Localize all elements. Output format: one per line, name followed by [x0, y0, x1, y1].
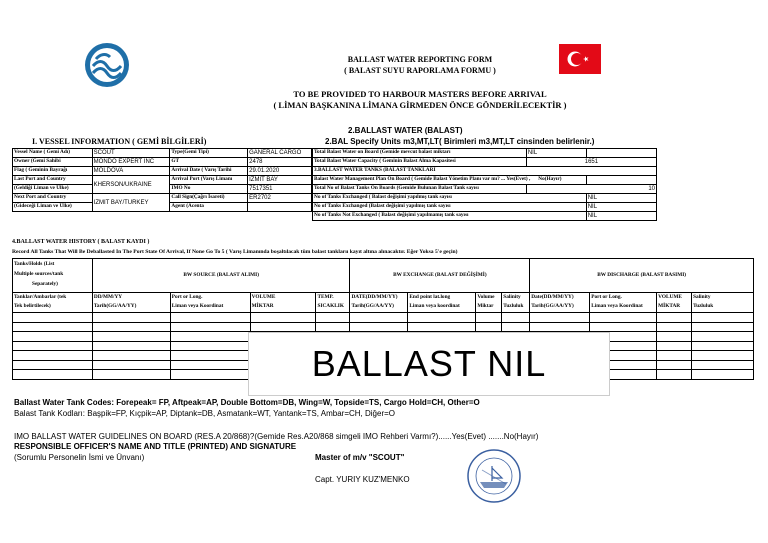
cell-label: (Gideceği Liman ve Ülke) — [13, 203, 93, 212]
table-row — [13, 313, 754, 323]
empty-cell — [657, 370, 692, 380]
col-header — [250, 293, 316, 313]
cell-label: GT — [170, 158, 248, 167]
table-row — [13, 149, 312, 158]
section2-subtitle: 2.BAL Specify Units m3,MT,LT( Birimleri m3,MT,LT cinsinden belirlenir.) — [325, 137, 595, 146]
officer-tr: (Sorumlu Personelin İsmi ve Ünvanı) — [14, 453, 145, 462]
col-header — [530, 293, 590, 313]
provide-line-tr: ( LİMAN BAŞKANINA LİMANA GİRMEDEN ÖNCE GÖNDERİLECEKTİR ) — [273, 100, 567, 110]
empty-cell — [13, 370, 93, 380]
plan-label: Balast Water Management Plan On Board ( Gemide Balast Yönetim Planı var mı? ... Yes(Evet) , — [314, 176, 531, 183]
col-header-line: Port or Long. — [171, 294, 203, 300]
table-row — [313, 212, 657, 221]
col-header-line: SICAKLIK — [317, 303, 344, 309]
empty-cell — [692, 370, 754, 380]
table-row — [313, 158, 657, 167]
cell-label: Owner (Gemi Sahibi — [13, 158, 93, 167]
cell-label: Total Balast Water on Board (Gemide mevcut balast miktarı — [313, 149, 527, 158]
empty-cell — [476, 322, 502, 332]
col-header-line: Liman veya Koordinat — [171, 303, 224, 309]
empty-cell — [590, 322, 657, 332]
empty-cell — [502, 313, 530, 323]
empty-cell — [586, 149, 656, 158]
empty-cell — [13, 360, 93, 370]
cell-label: No of Tanks Exchanged (Balast değişimi yapılmış tank sayısı — [313, 203, 587, 212]
vessel-info-table — [12, 148, 312, 212]
cell-label: Agent (Acenta — [170, 203, 248, 212]
empty-cell — [316, 313, 350, 323]
empty-cell — [692, 351, 754, 361]
empty-cell — [657, 332, 692, 342]
empty-cell — [657, 351, 692, 361]
record-line: Record All Tanks That Will Be Deballasted In The Port State Of Arrival, If None Go To 5 ( Varış Limanında boşaltılacak tüm balast tanklarıı kayıt altına alınacaktır. Eğer Yoksa 5'e geçin) — [12, 249, 458, 255]
col-header — [92, 293, 170, 313]
col-header — [502, 293, 530, 313]
tank-header-line: Tek belirtilecek) — [14, 303, 51, 309]
cell-label: No of Tanks Exchanged ( Balast değişimi yapılmış tank sayısı — [313, 194, 587, 203]
col-header-line: VOLUME — [658, 294, 682, 300]
table-row — [13, 158, 312, 167]
table-row — [313, 167, 657, 176]
cell-label: Arrival Port (Varış Limanı — [170, 176, 248, 185]
col-header — [408, 293, 476, 313]
cell-value: KHERSON/UKRAINE — [92, 176, 170, 194]
empty-cell — [170, 360, 250, 370]
form-title-tr: ( BALAST SUYU RAPORLAMA FORMU ) — [344, 66, 496, 75]
empty-cell — [657, 360, 692, 370]
col-header — [170, 293, 250, 313]
section1-title: I. VESSEL INFORMATION ( GEMİ BİLGİLERİ) — [32, 137, 207, 146]
cell-label: Total No of Balast Tanks On Boards (Gemide Bulunan Balast Tank sayısı — [313, 185, 527, 194]
cell-label — [313, 176, 587, 185]
empty-cell — [692, 322, 754, 332]
empty-cell — [13, 341, 93, 351]
cell-value: MOLDOVA — [92, 167, 170, 176]
empty-cell — [250, 313, 316, 323]
col-header-line: Volume — [477, 294, 495, 300]
empty-cell — [476, 313, 502, 323]
cell-value: IZMIT BAY/TURKEY — [92, 194, 170, 212]
empty-cell — [530, 313, 590, 323]
captain-line: Capt. YURIY KUZ'MENKO — [315, 475, 410, 484]
bw-discharge-header: BW DISCHARGE (BALAST BASIMI) — [530, 259, 754, 293]
col-header-line: Tarih(GG/AA/YY) — [93, 303, 137, 309]
col-header-line: DD/MM/YY — [93, 294, 123, 300]
imo-line: IMO BALLAST WATER GUIDELINES ON BOARD (RES.A 20/868)?(Gemide Res.A20/868 simgeli IMO Rehberi Varmı?)......Yes(Evet) .......No(Hayır) — [14, 432, 539, 441]
col-header-line: Tuzluluk — [693, 303, 714, 309]
empty-cell — [692, 332, 754, 342]
empty-cell — [692, 360, 754, 370]
tank-header-line: Tanklar/Ambarlar (tek — [14, 294, 67, 300]
empty-cell — [170, 341, 250, 351]
cell-value: NIL — [586, 203, 656, 212]
table-row — [13, 194, 312, 203]
empty-cell — [13, 332, 93, 342]
cell-value: 1651 — [526, 158, 656, 167]
bw-source-header: BW SOURCE (BALAST ALIMI) — [92, 259, 350, 293]
empty-cell — [13, 351, 93, 361]
col-header-line: Tarih(GG/AA/YY) — [351, 303, 394, 309]
empty-cell — [350, 313, 408, 323]
tank-header — [13, 259, 93, 293]
empty-cell — [170, 322, 250, 332]
col-header — [590, 293, 657, 313]
ballast-water-table — [312, 148, 657, 221]
cell-label: Vessel Name ( Gemi Adı) — [13, 149, 93, 158]
empty-cell — [408, 313, 476, 323]
empty-cell — [170, 370, 250, 380]
col-header-line: Liman veya Koordinat — [591, 303, 643, 309]
empty-cell — [692, 341, 754, 351]
codes-tr: Balast Tank Kodları: Başpik=FP, Kıçpik=AP, Diptank=DB, Asmatank=WT, Yantank=TS, Ambar=CH, Diğer=O — [14, 409, 396, 418]
col-header-line: MİKTAR — [251, 303, 274, 309]
ballast-nil-overlay: BALLAST NIL — [248, 332, 610, 396]
tanks-title: 3.BALLAST WATER TANKS (BALAST TANKLARI — [313, 167, 657, 176]
cell-value: SCOUT — [92, 149, 170, 158]
col-header-line: DATE(DD/MM/YY) — [351, 294, 398, 300]
cell-label: Last Port and Country — [13, 176, 93, 185]
col-header-line: Liman veya koordinat — [409, 303, 460, 309]
table-row — [313, 149, 657, 158]
empty-cell — [502, 322, 530, 332]
empty-cell — [170, 313, 250, 323]
cell-value: 2478 — [248, 158, 312, 167]
cell-label: Next Port and Country — [13, 194, 93, 203]
cell-value: NIL — [586, 212, 656, 221]
empty-cell — [92, 360, 170, 370]
table-row — [313, 185, 657, 194]
cell-value: 29.01.2020 — [248, 167, 312, 176]
table-row — [13, 167, 312, 176]
empty-cell — [657, 341, 692, 351]
tank-header-line: Separately) — [32, 281, 58, 287]
tank-header-line: Multiple sources/tank — [14, 271, 64, 277]
cell-label: Call Sign(Çağrı İsareti) — [170, 194, 248, 203]
col-header-line: Salinity — [503, 294, 521, 300]
cell-value: MONDO EXPERT INC — [92, 158, 170, 167]
col-header-line: End point lat.long — [409, 294, 451, 300]
col-header-line: Tuzluluk — [503, 303, 524, 309]
officer-title: RESPONSIBLE OFFICER'S NAME AND TITLE (PRINTED) AND SIGNATURE — [14, 442, 297, 451]
col-header — [692, 293, 754, 313]
col-header-line: VOLUME — [251, 294, 276, 300]
form-title: BALLAST WATER REPORTING FORM — [347, 55, 493, 64]
cell-label: (Geldiği Liman ve Ülke) — [13, 185, 93, 194]
empty-cell — [92, 341, 170, 351]
col-header-line: Port or Long. — [591, 294, 622, 300]
cell-value: NIL — [526, 149, 586, 158]
empty-cell — [170, 332, 250, 342]
empty-cell — [316, 322, 350, 332]
empty-cell — [250, 322, 316, 332]
empty-cell — [13, 313, 93, 323]
col-header-line: Tarih(GG/AA/YY) — [531, 303, 574, 309]
tank-header-tr — [13, 293, 93, 313]
col-header-line: Salinity — [693, 294, 711, 300]
cell-label: Total Balast Water Capacity ( Geminin Balast Alma Kapasitesi — [313, 158, 527, 167]
col-header — [316, 293, 350, 313]
empty-cell — [657, 313, 692, 323]
col-header — [476, 293, 502, 313]
empty-cell — [13, 322, 93, 332]
cell-value: ER2702 — [248, 194, 312, 203]
cell-label: IMO No — [170, 185, 248, 194]
ship-stamp-icon — [466, 448, 522, 504]
cell-label: Arrival Date ( Varış Tarihi — [170, 167, 248, 176]
table-row — [313, 203, 657, 212]
master-line: Master of m/v "SCOUT" — [315, 453, 405, 462]
col-header-line: MİKTAR — [658, 303, 681, 309]
empty-cell — [350, 322, 408, 332]
cell-value — [248, 203, 312, 212]
empty-cell — [586, 176, 656, 185]
col-header-line: Date(DD/MM/YY) — [531, 294, 574, 300]
empty-cell — [92, 322, 170, 332]
plan-no: No(Hayır) — [538, 176, 562, 183]
provide-line: TO BE PROVIDED TO HARBOUR MASTERS BEFORE ARRIVAL — [293, 89, 547, 99]
section4-title: 4.BALLAST WATER HISTORY ( BALAST KAYDI ) — [12, 239, 150, 245]
table-row — [313, 176, 657, 185]
table-row — [313, 194, 657, 203]
empty-cell — [590, 313, 657, 323]
section2-title: 2.BALLAST WATER (BALAST) — [348, 126, 463, 135]
empty-cell — [692, 313, 754, 323]
codes-en: Ballast Water Tank Codes: Forepeak= FP, Aftpeak=AP, Double Bottom=DB, Wing=W, Topside=TS, Cargo Hold=CH, Other=O — [14, 398, 480, 407]
col-header-line: Miktar — [477, 303, 494, 309]
empty-cell — [92, 332, 170, 342]
cell-label: Type(Gemi Tipi) — [170, 149, 248, 158]
empty-cell — [657, 322, 692, 332]
cell-value: IZMIT BAY — [248, 176, 312, 185]
col-header — [657, 293, 692, 313]
bw-exchange-header: BW EXCHANGE (BALAST DEĞİŞİMİ) — [350, 259, 530, 293]
cell-value: 7517351 — [248, 185, 312, 194]
empty-cell — [170, 351, 250, 361]
cell-value: NIL — [586, 194, 656, 203]
table-row — [13, 322, 754, 332]
cell-label: Flag ( Geminin Bayrağı — [13, 167, 93, 176]
col-header-line: TEMP. — [317, 294, 334, 300]
empty-cell — [92, 370, 170, 380]
empty-cell — [92, 351, 170, 361]
harbour-logo-icon — [84, 42, 130, 88]
table-row — [13, 293, 754, 313]
tank-header-line: Tanks/Holds (List — [14, 261, 55, 267]
cell-value: 10 — [526, 185, 656, 194]
empty-cell — [408, 322, 476, 332]
table-row — [13, 176, 312, 185]
cell-label: No of Tanks Not Exchanged ( Balast değişimi yapılmamış tank sayısı — [313, 212, 587, 221]
empty-cell — [92, 313, 170, 323]
col-header — [350, 293, 408, 313]
empty-cell — [530, 322, 590, 332]
cell-value: GANERAL CARGO — [248, 149, 312, 158]
